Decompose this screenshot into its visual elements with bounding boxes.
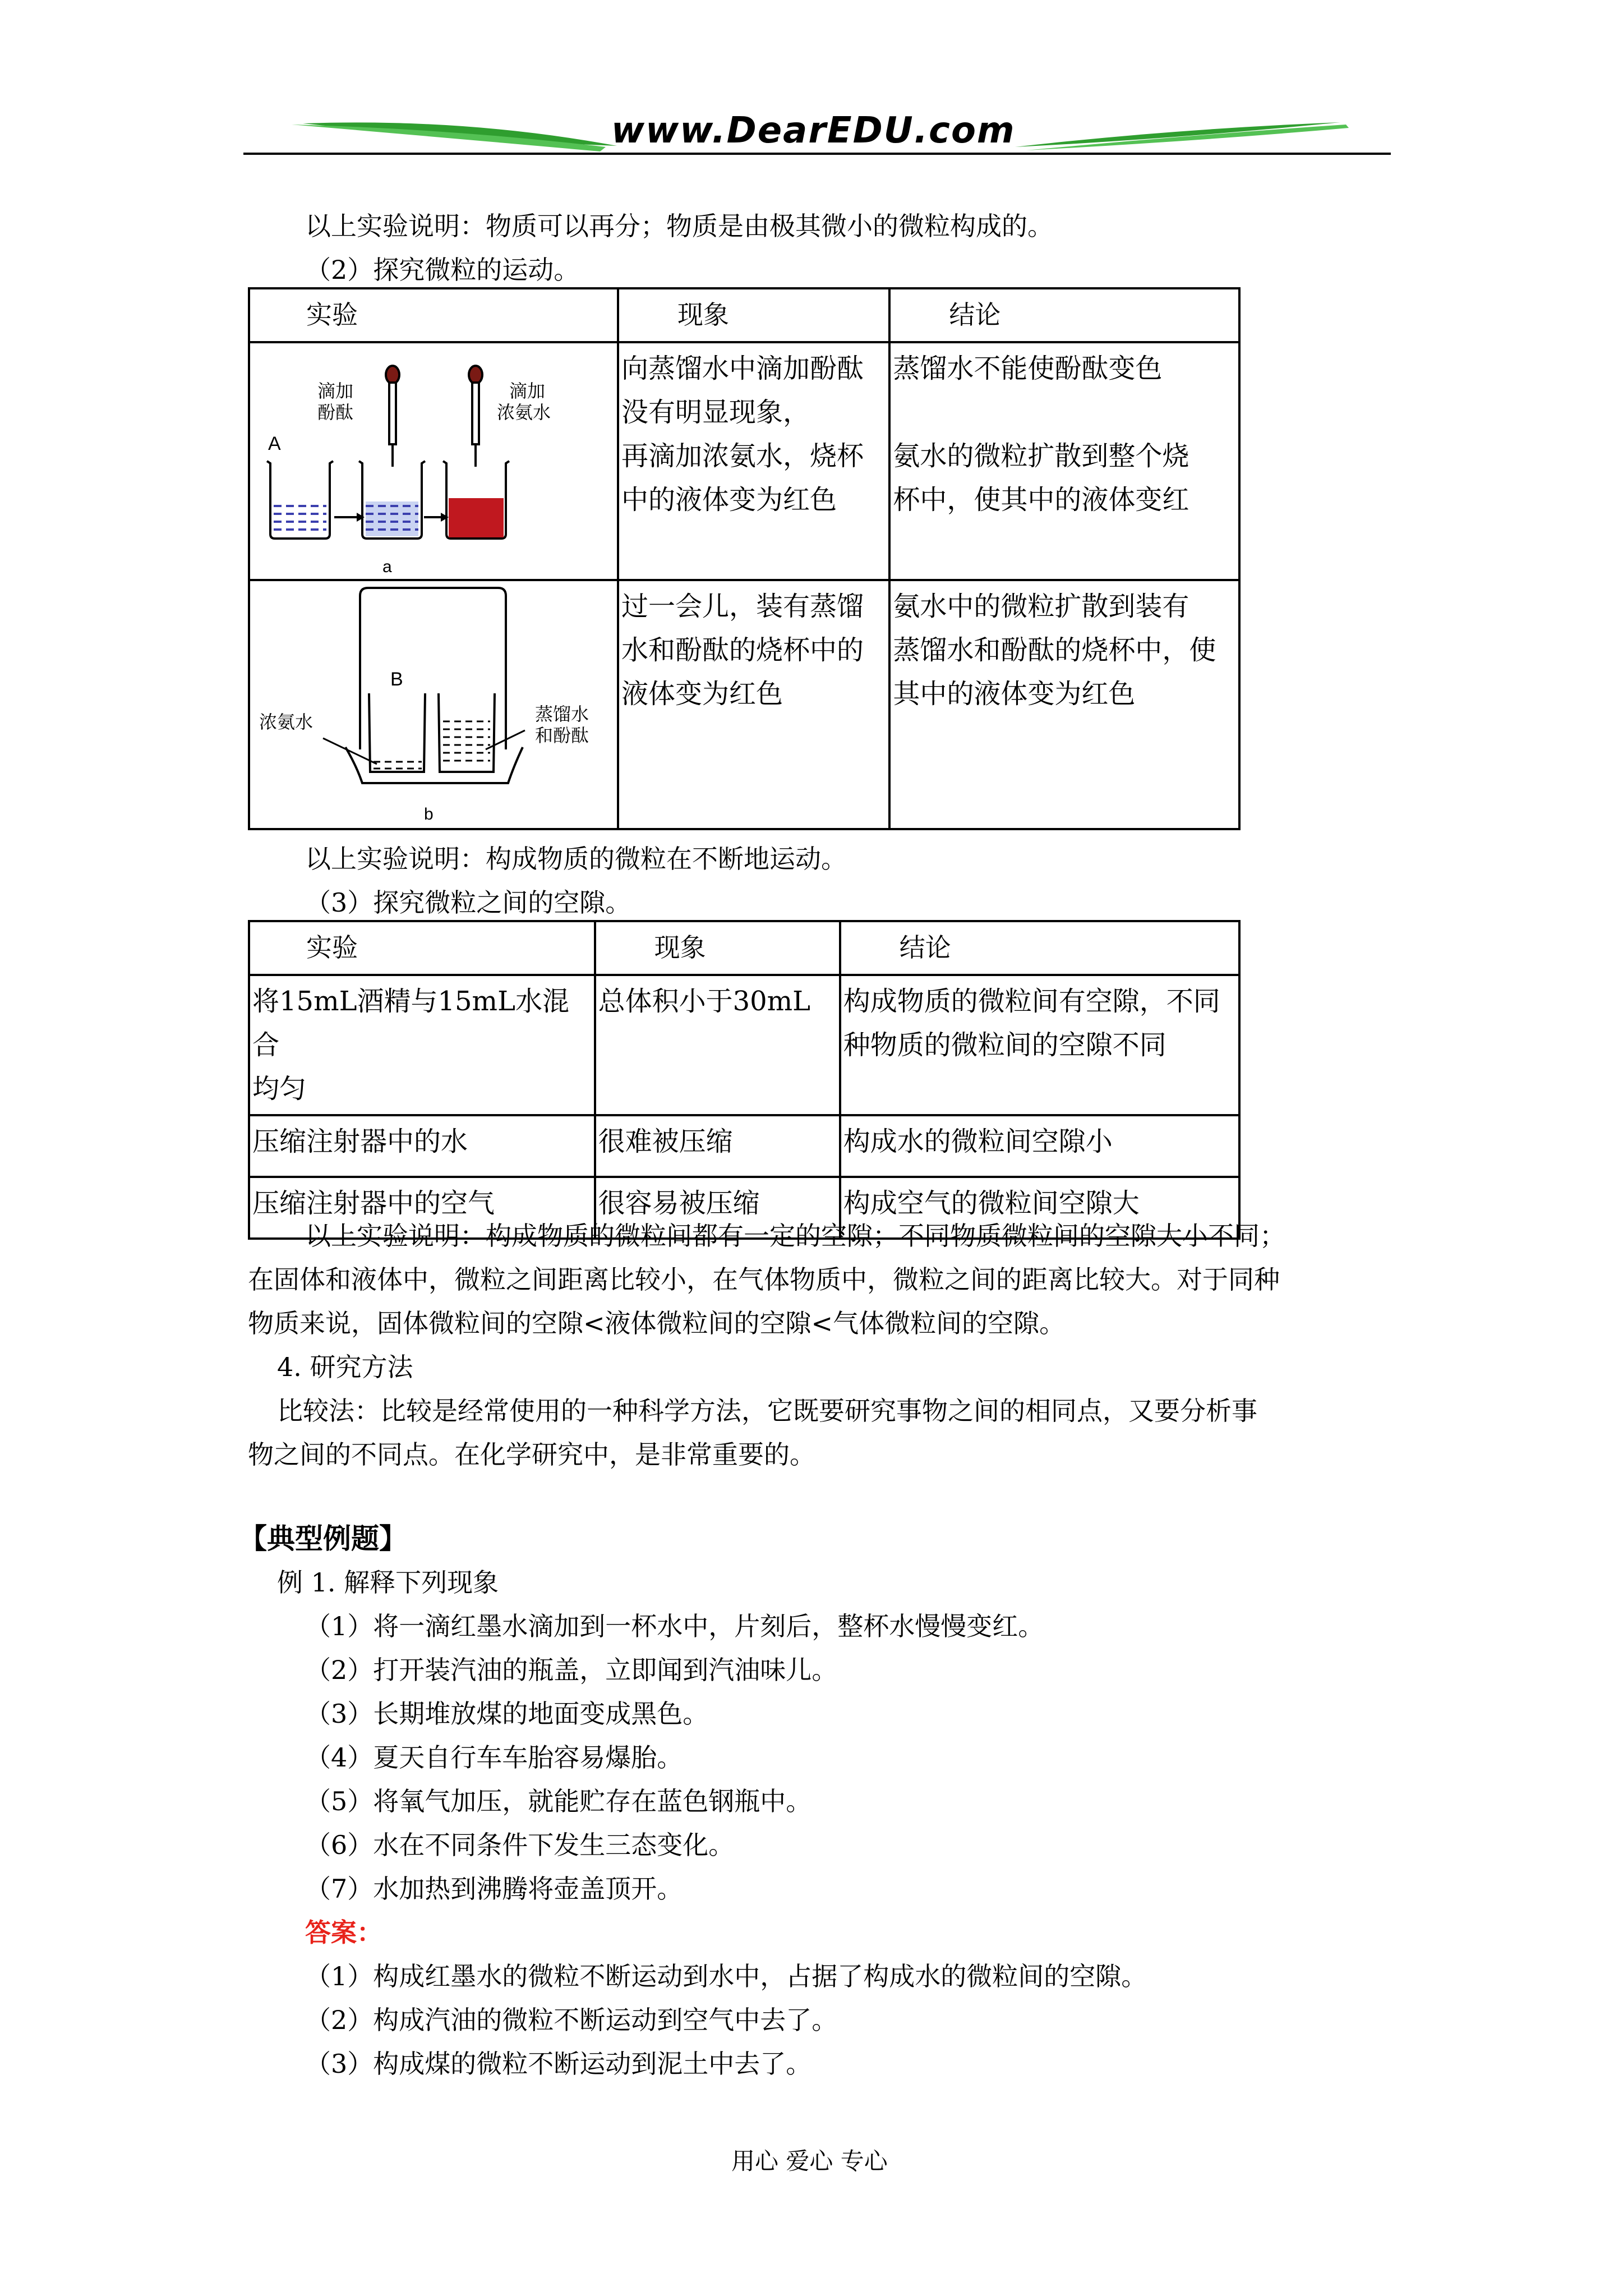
table-row: 压缩注射器中的空气 很容易被压缩 构成空气的微粒间空隙大 — [249, 1177, 1239, 1239]
figure-a-beakers — [250, 343, 615, 579]
example-item-2: （2）打开装汽油的瓶盖，立即闻到汽油味儿。 — [305, 1655, 838, 1685]
t1-header-experiment: 实验 — [249, 288, 618, 342]
method-heading: 4. 研究方法 — [277, 1352, 413, 1382]
particle-gap-table — [248, 920, 1241, 1240]
examples-heading: 【典型例题】 — [239, 1522, 407, 1555]
fig-b-label-right-2: 和酚酞 — [535, 725, 589, 746]
t1-header-conclusion: 结论 — [889, 288, 1239, 342]
after-t1-line-2: （3）探究微粒之间的空隙。 — [305, 887, 631, 918]
intro-line-2: （2）探究微粒的运动。 — [305, 255, 580, 285]
dropper-icon — [386, 366, 399, 467]
fig-a-caption: a — [382, 558, 392, 576]
fig-a-label-left-2: 酚酞 — [317, 402, 354, 423]
method-line-2: 物之间的不同点。在化学研究中，是非常重要的。 — [248, 1439, 815, 1470]
example-item-1: （1）将一滴红墨水滴加到一杯水中，片刻后，整杯水慢慢变红。 — [305, 1611, 1044, 1641]
table-row: 压缩注射器中的水 很难被压缩 构成水的微粒间空隙小 — [249, 1115, 1239, 1177]
dropper-icon — [469, 366, 482, 467]
page-footer: 用心 爱心 专心 — [731, 2147, 888, 2175]
t1-row1-phenomenon: 向蒸馏水中滴加酚酞 没有明显现象， 再滴加浓氨水，烧杯 中的液体变为红色 — [618, 342, 889, 580]
summary-line-1: 以上实验说明：构成物质的微粒间都有一定的空隙；不同物质微粒间的空隙大小不同； — [305, 1221, 1285, 1251]
example-item-3: （3）长期堆放煤的地面变成黑色。 — [305, 1699, 709, 1729]
method-line-1: 比较法：比较是经常使用的一种科学方法，它既要研究事物之间的相同点，又要分析事 — [277, 1396, 1257, 1426]
summary-line-2: 在固体和液体中，微粒之间距离比较小，在气体物质中，微粒之间的距离比较大。对于同种 — [248, 1264, 1280, 1295]
after-t1-line-1: 以上实验说明：构成物质的微粒在不断地运动。 — [305, 844, 847, 874]
t1-figure-b-cell — [249, 580, 618, 829]
fig-b-caption: b — [424, 805, 434, 823]
answer-item-3: （3）构成煤的微粒不断运动到泥土中去了。 — [305, 2049, 812, 2079]
answer-item-1: （1）构成红墨水的微粒不断运动到水中，占据了构成水的微粒间的空隙。 — [305, 1961, 1147, 1991]
fig-b-label-left: 浓氨水 — [259, 711, 313, 733]
t1-row2-conclusion: 氨水中的微粒扩散到装有 蒸馏水和酚酞的烧杯中，使 其中的液体变为红色 — [889, 580, 1239, 829]
t1-row1-conclusion: 蒸馏水不能使酚酞变色 氨水的微粒扩散到整个烧 杯中，使其中的液体变红 — [889, 342, 1239, 580]
fig-a-label-left-1: 滴加 — [317, 380, 354, 402]
t1-figure-a-cell — [249, 342, 618, 580]
t1-row2-phenomenon: 过一会儿，装有蒸馏 水和酚酞的烧杯中的 液体变为红色 — [618, 580, 889, 829]
fig-a-label-right-1: 滴加 — [509, 380, 546, 402]
fig-b-letter: B — [390, 669, 403, 690]
fig-b-label-right-1: 蒸馏水 — [535, 703, 589, 725]
example-1-title: 例 1. 解释下列现象 — [277, 1567, 499, 1598]
figure-b-bell-jar — [250, 581, 615, 828]
answer-item-2: （2）构成汽油的微粒不断运动到空气中去了。 — [305, 2005, 838, 2035]
t2-header-experiment: 实验 — [249, 921, 595, 975]
example-item-6: （6）水在不同条件下发生三态变化。 — [305, 1830, 735, 1860]
summary-line-3: 物质来说，固体微粒间的空隙<液体微粒间的空隙<气体微粒间的空隙。 — [248, 1308, 1066, 1338]
site-logo: www.DearEDU.com — [611, 110, 1016, 151]
fig-a-letter: A — [268, 433, 281, 454]
header-rule — [243, 153, 1391, 155]
answer-label: 答案： — [305, 1917, 382, 1948]
t1-header-phenomenon: 现象 — [618, 288, 889, 342]
table-row: 将15mL酒精与15mL水混合 均匀 总体积小于30mL 构成物质的微粒间有空隙，不同 种物质的微粒间的空隙不同 — [249, 975, 1239, 1115]
particle-motion-table — [248, 287, 1241, 830]
intro-line-1: 以上实验说明：物质可以再分；物质是由极其微小的微粒构成的。 — [305, 211, 1053, 241]
fig-a-label-right-2: 浓氨水 — [497, 402, 551, 423]
example-item-5: （5）将氧气加压，就能贮存在蓝色钢瓶中。 — [305, 1786, 812, 1816]
example-item-4: （4）夏天自行车车胎容易爆胎。 — [305, 1742, 683, 1773]
example-item-7: （7）水加热到沸腾将壶盖顶开。 — [305, 1874, 683, 1904]
t2-header-phenomenon: 现象 — [595, 921, 840, 975]
t2-header-conclusion: 结论 — [840, 921, 1239, 975]
